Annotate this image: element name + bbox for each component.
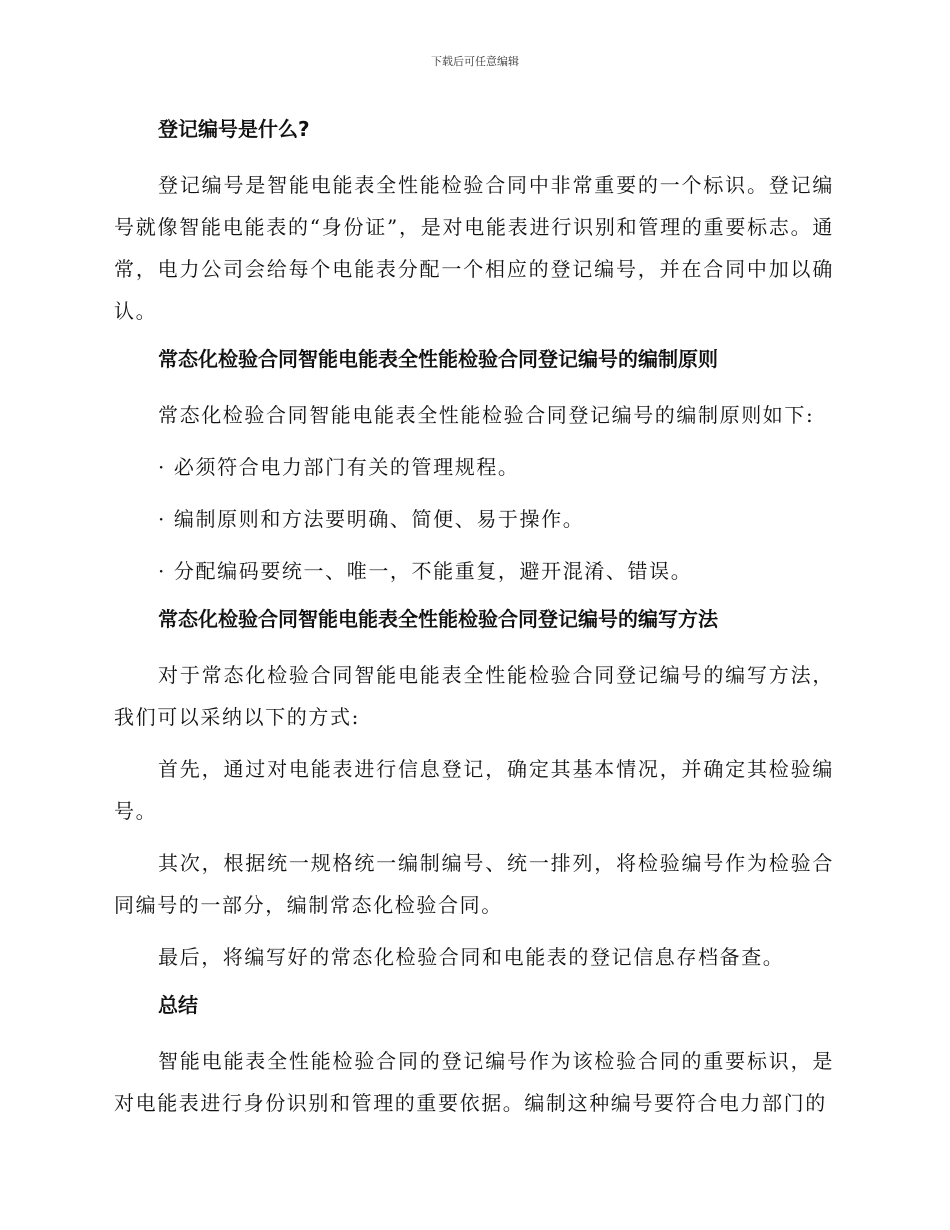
section-heading-summary: 总结 (158, 993, 198, 1017)
list-item: · 分配编码要统一、唯一，不能重复，避开混淆、错误。 (158, 559, 693, 583)
paragraph-method-intro: 对于常态化检验合同智能电能表全性能检验合同登记编号的编写方法，我们可以采纳以下的方式: (114, 663, 834, 729)
section-heading-method: 常态化检验合同智能电能表全性能检验合同登记编号的编写方法 (158, 607, 718, 631)
section-heading-principles: 常态化检验合同智能电能表全性能检验合同登记编号的编制原则 (158, 347, 718, 371)
document-body (114, 112, 834, 1134)
paragraph-summary: 智能电能表全性能检验合同的登记编号作为该检验合同的重要标识，是对电能表进行身份识别和管理的重要依据。编制这种编号要符合电力部门的 (114, 1049, 834, 1115)
paragraph-method-first: 首先，通过对电能表进行信息登记，确定其基本情况，并确定其检验编号。 (114, 757, 834, 823)
section-heading-what-is: 登记编号是什么? (158, 117, 310, 141)
list-item: · 必须符合电力部门有关的管理规程。 (158, 455, 520, 479)
paragraph-principles-intro: 常态化检验合同智能电能表全性能检验合同登记编号的编制原则如下: (158, 403, 815, 427)
paragraph-definition: 登记编号是智能电能表全性能检验合同中非常重要的一个标识。登记编号就像智能电能表的“身份证”，是对电能表进行识别和管理的重要标志。通常，电力公司会给每个电能表分配一个相应的登记编号，并在合同中加以确认。 (114, 173, 834, 323)
paragraph-method-last: 最后，将编写好的常态化检验合同和电能表的登记信息存档备查。 (158, 945, 785, 969)
page-header: 下载后可任意编辑 (431, 55, 519, 68)
paragraph-method-second: 其次，根据统一规格统一编制编号、统一排列，将检验编号作为检验合同编号的一部分，编制常态化检验合同。 (114, 851, 834, 917)
list-item: · 编制原则和方法要明确、简便、易于操作。 (158, 507, 585, 531)
